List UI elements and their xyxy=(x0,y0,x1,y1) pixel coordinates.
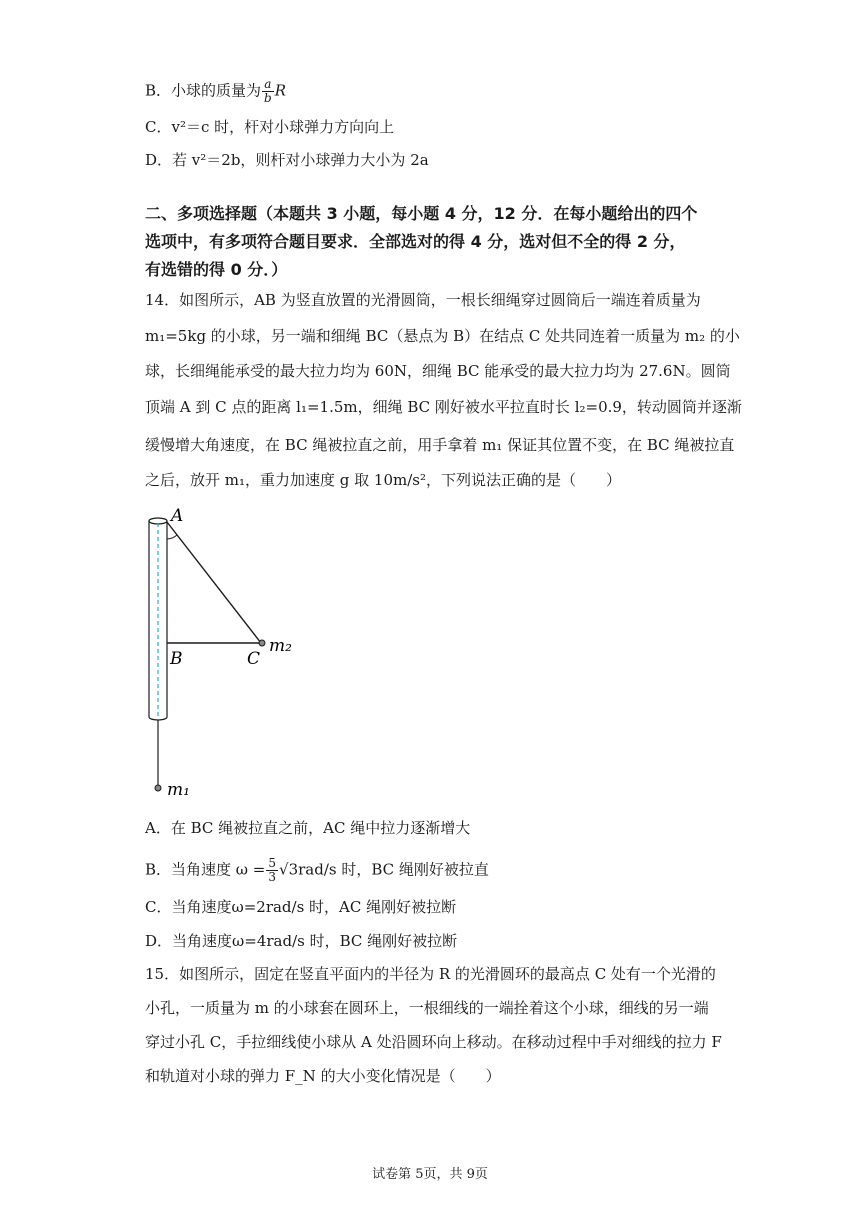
q15-stem-line-3: 穿过小孔 C，手拉细线使小球从 A 处沿圆环向上移动。在移动过程中手对细线的拉力 F xyxy=(145,1033,722,1051)
label-a: A xyxy=(171,506,184,526)
q14-option-b xyxy=(145,857,489,884)
q14-option-a: A．在 BC 绳被拉直之前，AC 绳中拉力逐渐增大 xyxy=(145,819,471,837)
fraction-5-over-3 xyxy=(266,857,278,884)
fraction-denominator: 3 xyxy=(268,870,277,884)
ball-m2 xyxy=(259,640,265,646)
fraction-a-over-b xyxy=(262,78,274,105)
q15-stem-line-1: 15．如图所示，固定在竖直平面内的半径为 R 的光滑圆环的最高点 C 处有一个光滑的 xyxy=(145,965,716,983)
q14-figure xyxy=(140,505,310,800)
q13-option-d: D．若 v²＝2b，则杆对小球弹力大小为 2a xyxy=(145,151,429,169)
q14-option-c: C．当角速度ω=2rad/s 时，AC 绳刚好被拉断 xyxy=(145,898,457,916)
q14-stem-line-2: m₁=5kg 的小球，另一端和细绳 BC（悬点为 B）在结点 C 处共同连着一质量为 m₂ 的小 xyxy=(145,327,740,345)
q14-stem-line-4: 顶端 A 到 C 点的距离 l₁=1.5m，细绳 BC 刚好被水平拉直时长 l₂=0.9，转动圆筒并逐渐 xyxy=(145,398,742,416)
label-m1: m₁ xyxy=(167,780,190,800)
fraction-numerator: a xyxy=(262,78,274,92)
q13-option-b-suffix: R xyxy=(274,81,287,100)
section-heading-line-1: 二、多项选择题（本题共 3 小题，每小题 4 分，12 分．在每小题给出的四个 xyxy=(145,204,698,223)
page-footer: 试卷第 5页，共 9页 xyxy=(372,1167,488,1182)
section-heading-line-2: 选项中，有多项符合题目要求．全部选对的得 4 分，选对但不全的得 2 分， xyxy=(145,232,686,251)
label-b: B xyxy=(170,649,183,669)
fraction-numerator: 5 xyxy=(268,856,277,870)
q14-option-d: D．当角速度ω=4rad/s 时，BC 绳刚好被拉断 xyxy=(145,932,458,950)
q14-stem-line-6: 之后，放开 m₁，重力加速度 g 取 10m/s²，下列说法正确的是（ ） xyxy=(145,471,621,489)
q14-stem-line-5: 缓慢增大角速度，在 BC 绳被拉直之前，用手拿着 m₁ 保证其位置不变，在 BC 绳被拉直 xyxy=(145,436,735,454)
label-m2: m₂ xyxy=(269,636,292,656)
q14-stem-line-3: 球，长细绳能承受的最大拉力均为 60N，细绳 BC 能承受的最大拉力均为 27.6N。圆筒 xyxy=(145,362,731,380)
q13-option-b xyxy=(145,78,286,105)
ball-m1 xyxy=(155,785,161,791)
section-heading-line-3: 有选错的得 0 分．） xyxy=(145,260,288,279)
q14-stem-line-1: 14．如图所示，AB 为竖直放置的光滑圆筒，一根长细绳穿过圆筒后一端连着质量为 xyxy=(145,291,701,309)
label-c: C xyxy=(247,649,261,669)
angle-arc-a xyxy=(167,535,177,539)
q14-option-b-text: B．当角速度 ω = xyxy=(145,860,266,879)
q14-option-b-suffix: √3rad/s 时，BC 绳刚好被拉直 xyxy=(279,860,489,879)
q15-stem-line-2: 小孔，一质量为 m 的小球套在圆环上，一根细线的一端拴着这个小球，细线的另一端 xyxy=(145,999,709,1017)
q13-option-b-text: B．小球的质量为 xyxy=(145,81,262,100)
q15-stem-line-4: 和轨道对小球的弹力 F_N 的大小变化情况是（ ） xyxy=(145,1067,501,1085)
q13-option-c: C．v²＝c 时，杆对小球弹力方向向上 xyxy=(145,118,395,136)
string-ac xyxy=(167,522,261,643)
fraction-denominator: b xyxy=(264,91,272,105)
tube-bottom-ellipse xyxy=(149,717,167,720)
